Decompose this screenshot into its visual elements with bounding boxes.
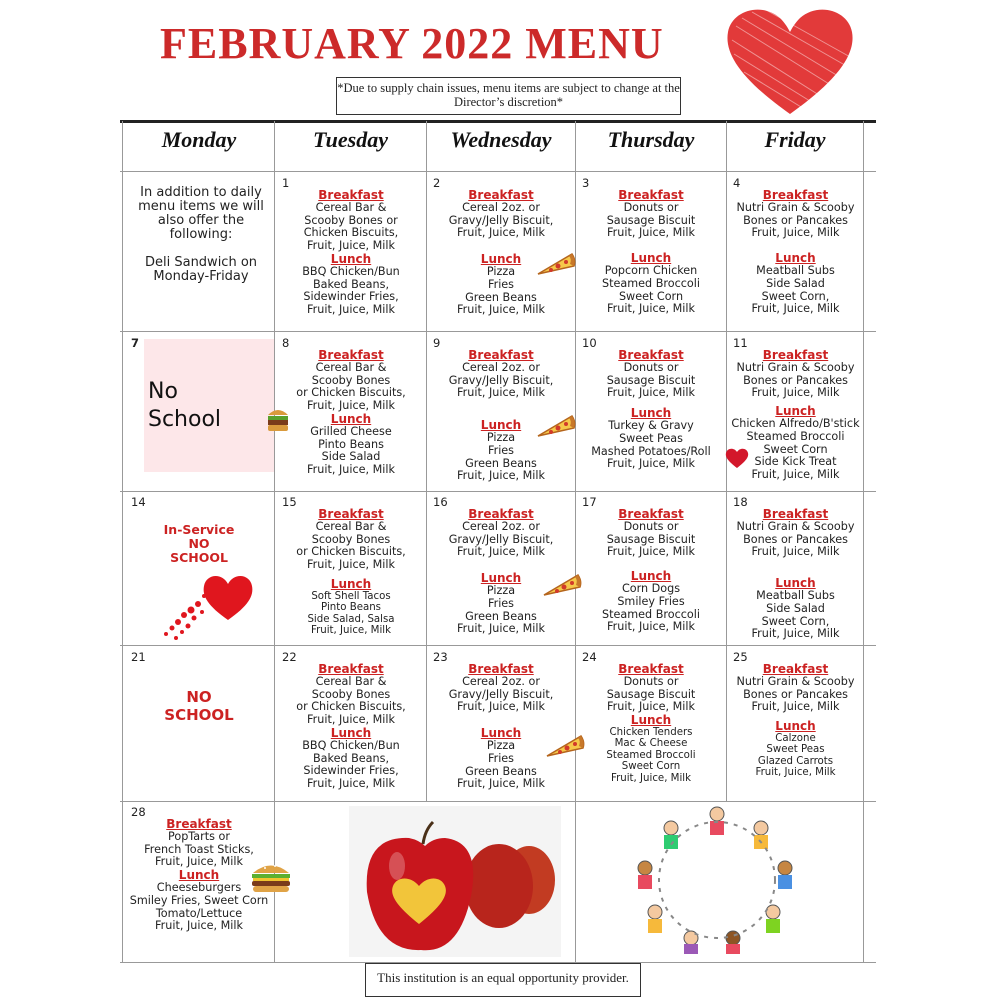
date-number: 17 [582, 495, 597, 509]
pizza-slice-icon [536, 412, 576, 438]
date-number: 1 [282, 176, 290, 190]
date-number: 11 [733, 336, 748, 350]
date-number: 16 [433, 495, 448, 509]
menu-cell-feb-11: Breakfast Nutri Grain & Scooby Bones or Pancakes Fruit, Juice, Milk Lunch Chicken Alfredo/B'stick Steamed Broccoli Sweet Corn Side Kick Treat Fruit, Juice, Milk [731, 348, 860, 482]
date-number: 3 [582, 176, 590, 190]
menu-cell-feb-18: Breakfast Nutri Grain & Scooby Bones or Pancakes Fruit, Juice, Milk Lunch Meatball Subs Side Salad Sweet Corn, Fruit, Juice, Milk [736, 507, 855, 641]
equal-opportunity-footer: This institution is an equal opportunity provider. [365, 963, 641, 997]
menu-cell-feb-16: Breakfast Cereal 2oz. or Gravy/Jelly Biscuit, Fruit, Juice, Milk Lunch Pizza Fries Green Beans Fruit, Juice, Milk [448, 507, 554, 636]
col-divider [122, 121, 123, 963]
date-number: 21 [131, 650, 146, 664]
date-number: 7 [131, 336, 140, 350]
day-header-monday: Monday [161, 127, 237, 152]
heart-icon [725, 447, 749, 469]
date-number: 22 [282, 650, 297, 664]
no-school-notice: NO SCHOOL [164, 688, 234, 724]
day-header-tuesday: Tuesday [313, 127, 388, 152]
menu-cell-feb-24: Breakfast Donuts or Sausage Biscuit Fruit, Juice, Milk Lunch Chicken Tenders Mac & Cheese Steamed Broccoli Sweet Corn Fruit, Juice, Milk [606, 662, 696, 784]
menu-cell-feb-1: Breakfast Cereal Bar & Scooby Bones or Chicken Biscuits, Fruit, Juice, Milk Lunch BBQ Chicken/Bun Baked Beans, Sidewinder Fries, Fruit, Juice, Milk [276, 189, 426, 317]
heart-icon [722, 2, 858, 120]
intro-note: In addition to daily menu items we will also offer the following: Deli Sandwich on Monday-Friday [138, 185, 264, 284]
menu-cell-feb-25: Breakfast Nutri Grain & Scooby Bones or Pancakes Fruit, Juice, Milk Lunch Calzone Sweet Peas Glazed Carrots Fruit, Juice, Milk [736, 662, 855, 779]
supply-chain-notice: *Due to supply chain issues, menu items are subject to change at the Director’s discretion* [336, 77, 681, 115]
menu-cell-feb-22: Breakfast Cereal Bar & Scooby Bones or Chicken Biscuits, Fruit, Juice, Milk Lunch BBQ Chicken/Bun Baked Beans, Sidewinder Fries, Fruit, Juice, Milk [296, 662, 406, 791]
date-number: 8 [282, 336, 290, 350]
date-number: 14 [131, 495, 146, 509]
date-number: 15 [282, 495, 297, 509]
date-number: 10 [582, 336, 597, 350]
menu-cell-feb-8: Breakfast Cereal Bar & Scooby Bones or Chicken Biscuits, Fruit, Juice, Milk Lunch Grilled Cheese Pinto Beans Side Salad Fruit, Juice, Milk [296, 348, 406, 477]
apples-heart-image [349, 806, 561, 957]
date-number: 2 [433, 176, 441, 190]
row-divider [120, 491, 876, 492]
date-number: 23 [433, 650, 448, 664]
day-header-thursday: Thursday [607, 127, 695, 152]
date-number: 28 [131, 805, 146, 819]
row-divider [120, 645, 876, 646]
menu-cell-feb-4: Breakfast Nutri Grain & Scooby Bones or Pancakes Fruit, Juice, Milk Lunch Meatball Subs Side Salad Sweet Corn, Fruit, Juice, Milk [736, 188, 855, 316]
row-divider [120, 331, 876, 332]
menu-cell-feb-28: Breakfast PopTarts or French Toast Sticks, Fruit, Juice, Milk Lunch Cheeseburgers Smiley Fries, Sweet Corn Tomato/Lettuce Fruit, Juice, Milk [129, 817, 269, 933]
breakfast-label: Breakfast [318, 188, 384, 202]
menu-cell-feb-2: Breakfast Cereal 2oz. or Gravy/Jelly Biscuit, Fruit, Juice, Milk Lunch Pizza Fries Green Beans Fruit, Juice, Milk [448, 188, 554, 317]
menu-cell-feb-3: Breakfast Donuts or Sausage Biscuit Fruit, Juice, Milk Lunch Popcorn Chicken Steamed Broccoli Sweet Corn Fruit, Juice, Milk [602, 188, 700, 316]
col-divider [274, 121, 275, 963]
menu-cell-feb-10: Breakfast Donuts or Sausage Biscuit Fruit, Juice, Milk Lunch Turkey & Gravy Sweet Peas Mashed Potatoes/Roll Fruit, Juice, Milk [591, 348, 711, 471]
date-number: 24 [582, 650, 597, 664]
day-header-friday: Friday [764, 127, 826, 152]
date-number: 4 [733, 176, 741, 190]
menu-cell-feb-9: Breakfast Cereal 2oz. or Gravy/Jelly Biscuit, Fruit, Juice, Milk Lunch Pizza Fries Green Beans Fruit, Juice, Milk [448, 348, 554, 483]
page-title: FEBRUARY 2022 MENU [160, 19, 664, 68]
hearts-icon [158, 568, 258, 642]
date-number: 25 [733, 650, 748, 664]
in-service-notice: In-Service NO SCHOOL [163, 522, 235, 565]
day-header-wednesday: Wednesday [450, 127, 552, 152]
menu-cell-feb-23: Breakfast Cereal 2oz. or Gravy/Jelly Biscuit, Fruit, Juice, Milk Lunch Pizza Fries Green Beans Fruit, Juice, Milk [448, 662, 554, 791]
burger-icon [251, 860, 291, 894]
row-divider [120, 171, 876, 172]
lunch-label: Lunch [330, 251, 372, 266]
children-circle-image [633, 800, 801, 955]
date-number: 9 [433, 336, 441, 350]
menu-cell-feb-17: Breakfast Donuts or Sausage Biscuit Fruit, Juice, Milk Lunch Corn Dogs Smiley Fries Steamed Broccoli Fruit, Juice, Milk [602, 507, 700, 634]
no-school-label: No School [148, 379, 222, 432]
pizza-slice-icon [536, 250, 576, 276]
menu-cell-feb-15: Breakfast Cereal Bar & Scooby Bones or Chicken Biscuits, Fruit, Juice, Milk Lunch Soft Shell Tacos Pinto Beans Side Salad, Salsa Fruit, Juice, Milk [296, 507, 406, 636]
date-number: 18 [733, 495, 748, 509]
